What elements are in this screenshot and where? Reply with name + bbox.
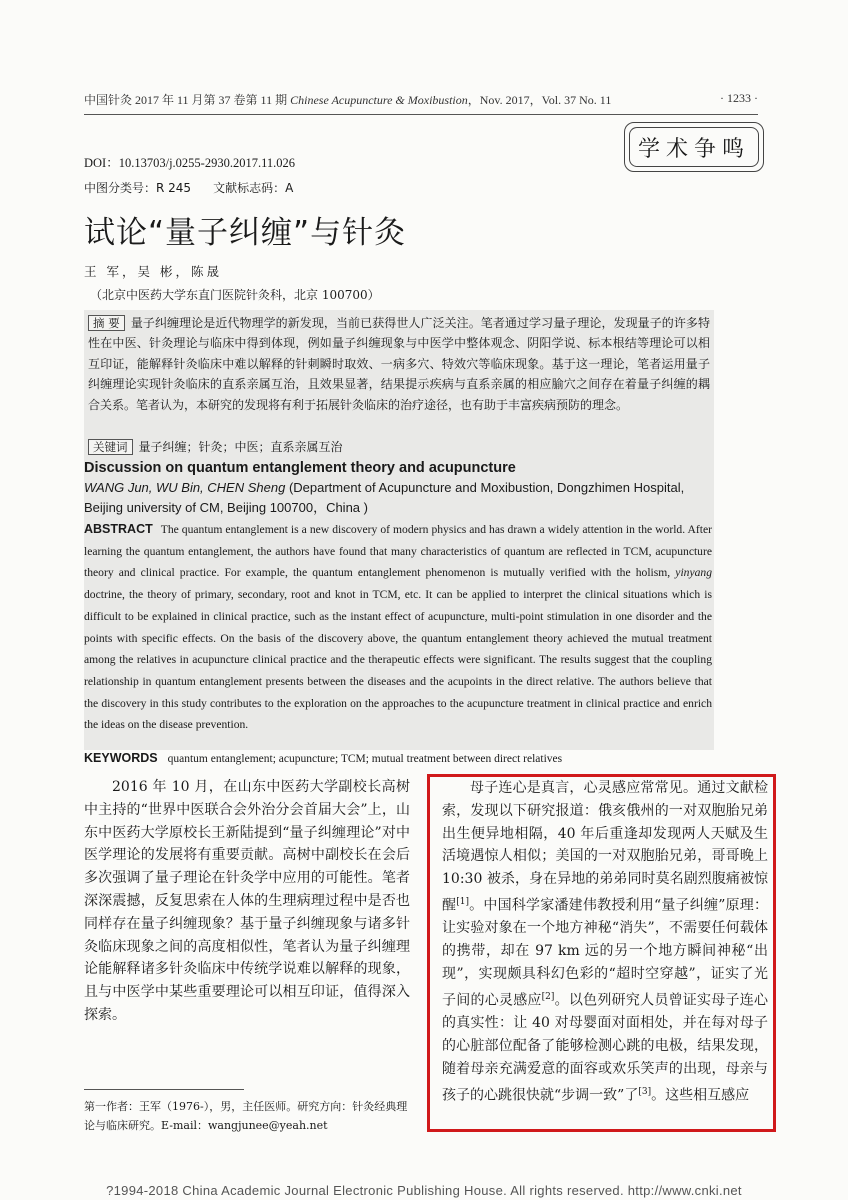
class-number: 中图分类号：R 245 — [84, 181, 192, 195]
title-en: Discussion on quantum entanglement theory and acupuncture — [84, 460, 516, 476]
paper-title: 试论“量子纠缠”与针灸 — [84, 215, 407, 251]
authors-en: WANG Jun, WU Bin, CHEN Sheng — [84, 480, 286, 495]
issue-en: ，Nov. 2017，Vol. 37 No. 11 — [467, 93, 612, 107]
ref-3[interactable]: [3] — [638, 1086, 652, 1097]
journal-en: Chinese Acupuncture & Moxibustion — [290, 93, 468, 107]
authors-cn: 王 军，吴 彬，陈晟 — [84, 264, 222, 279]
body-right-column — [442, 777, 768, 1107]
keywords-label: 关键词 — [88, 439, 133, 455]
abstract-cn — [88, 313, 710, 415]
keywords-en-label: KEYWORDS — [84, 751, 158, 765]
body-right-p4: 。这些相互感应 — [651, 1087, 750, 1104]
affiliation-cn: （北京中医药大学东直门医院针灸科，北京 100700） — [90, 288, 380, 302]
ref-2[interactable]: [2] — [541, 991, 555, 1002]
keywords-cn — [88, 438, 343, 455]
header-rule — [84, 114, 758, 115]
affiliation-en: (Department of Acupuncture and Moxibustion, Dongzhimen Hospital, Beijing university of CM, Beijing 100700，China ) — [84, 480, 685, 515]
abstract-label: 摘 要 — [88, 315, 125, 331]
page-number: · 1233 · — [720, 91, 758, 105]
body-right-p1: 母子连心是真言，心灵感应常常见。通过文献检索，发现以下研究报道：俄亥俄州的一对双胞胎兄弟出生便异地相隔，40 年后重逢却发现两人天赋及生活境遇惊人相似；美国的一对双胞胎兄弟，哥哥晚上 10:30 被杀，身在异地的弟弟同时莫名剧烈腹痛被惊醒 — [442, 780, 768, 914]
keywords-en — [84, 751, 562, 765]
abstract-cn-text: 量子纠缠理论是近代物理学的新发现，当前已获得世人广泛关注。笔者通过学习量子理论，发现量子的许多特性在中医、针灸理论与临床中得到体现，例如量子纠缠现象与中医学中整体观念、阴阳学说、标本根结等理论可以相互印证，能解释针灸临床中难以解释的针刺瞬时取效、一病多穴、特效穴等临床现象。基于这一理论，笔者运用量子纠缠理论实现针灸临床的直系亲属互治，且效果显著，结果提示疾病与直系亲属的相应腧穴之间存在着量子纠缠的耦合关系。笔者认为，本研究的发现将有利于拓展针灸临床的治疗途径，也有助于丰富疾病预防的理念。 — [88, 316, 710, 412]
footnote: 第一作者：王军（1976-），男，主任医师。研究方向：针灸经典理论与临床研究。E-mail：wangjunee@yeah.net — [84, 1100, 408, 1132]
journal-cn: 中国针灸 2017 年 11 月第 37 卷第 11 期 — [84, 93, 291, 107]
running-header — [84, 91, 611, 108]
body-right-p2: 。中国科学家潘建伟教授利用“量子纠缠”原理：让实验对象在一个地方神秘“消失”，不需要任何载体的携带，却在 97 km 远的另一个地方瞬间神秘“出现”，实现颇具科幻色彩的“超时空穿越”，证实了光子间的心灵感应 — [442, 897, 768, 1009]
body-left-column: 2016 年 10 月，在山东中医药大学副校长高树中主持的“世界中医联合会外治分会首届大会”上，山东中医药大学原校长王新陆提到“量子纠缠理论”对中医学理论的发展将有重要贡献。高树中副校长在会后多次强调了量子理论在针灸学中应用的可能性。笔者深深震撼，反复思索在人体的生理病理过程中是否也同样存在量子纠缠现象？基于量子纠缠现象与诸多针灸临床现象之间的高度相似性，笔者认为量子纠缠理论能解释诸多针灸临床中传统学说难以解释的现象，且与中医学中某些重要理论可以相互印证，值得深入探索。 — [84, 779, 410, 1023]
doi[interactable]: DOI：10.13703/j.0255-2930.2017.11.026 — [84, 156, 295, 170]
ref-1[interactable]: [1] — [456, 896, 469, 907]
authors-affiliation-en — [84, 478, 712, 518]
keywords-en-text: quantum entanglement; acupuncture; TCM; mutual treatment between direct relatives — [167, 753, 563, 765]
document-code: 文献标志码：A — [213, 181, 294, 195]
body-right-p3: 。以色列研究人员曾证实母子连心的真实性：让 40 对母婴面对面相处，并在每对母子的心脏部位配备了能够检测心跳的电极，结果发现，随着母亲充满爱意的面容或欢乐笑声的出现，母亲与孩子的心跳很快就“步调一致”了 — [442, 992, 769, 1104]
keywords-cn-text: 量子纠缠；针灸；中医；直系亲属互治 — [138, 440, 343, 454]
abstract-en-part1: The quantum entanglement is a new discovery of modern physics and has drawn a widely attention in the world. After learning the quantum entanglement, the authors have found that many characteristics of quantum are reflected in TCM, acupuncture theory and clinical practice. For example, the quantum entanglement phenomenon is mutually verified with the holism, — [84, 523, 712, 580]
classification — [84, 179, 315, 196]
abstract-en-part2: doctrine, the theory of primary, secondary, root and knot in TCM, etc. It can be applied to interpret the clinical situations which is difficult to be explained in clinical practice, such as the instant effect of acupuncture, multi-point stimulation in one disorder and the points with specific effects. On the basis of the discovery above, the quantum entanglement theory achieved the mutual treatment among the relatives in acupuncture clinical practice and the therapeutic effects were significant. The results suggest that the coupling relationship in quantum entanglement presents between the diseases and the acupoints in the direct relative. The authors believe that the discovery in this study contributes to the exploration on the approaches to the acupuncture treatment in clinical practice and enrich the ideas on the disease prevention. — [84, 588, 712, 732]
copyright-notice: ?1994-2018 China Academic Journal Electronic Publishing House. All rights reserved. http://www.cnki.net — [106, 1183, 742, 1198]
abstract-en — [84, 519, 712, 736]
footnote-rule — [84, 1089, 244, 1090]
abstract-en-yinyang: yinyang — [675, 566, 712, 580]
abstract-en-label: ABSTRACT — [84, 522, 153, 536]
column-stamp — [624, 122, 764, 172]
stamp-label: 学术争鸣 — [629, 127, 759, 167]
